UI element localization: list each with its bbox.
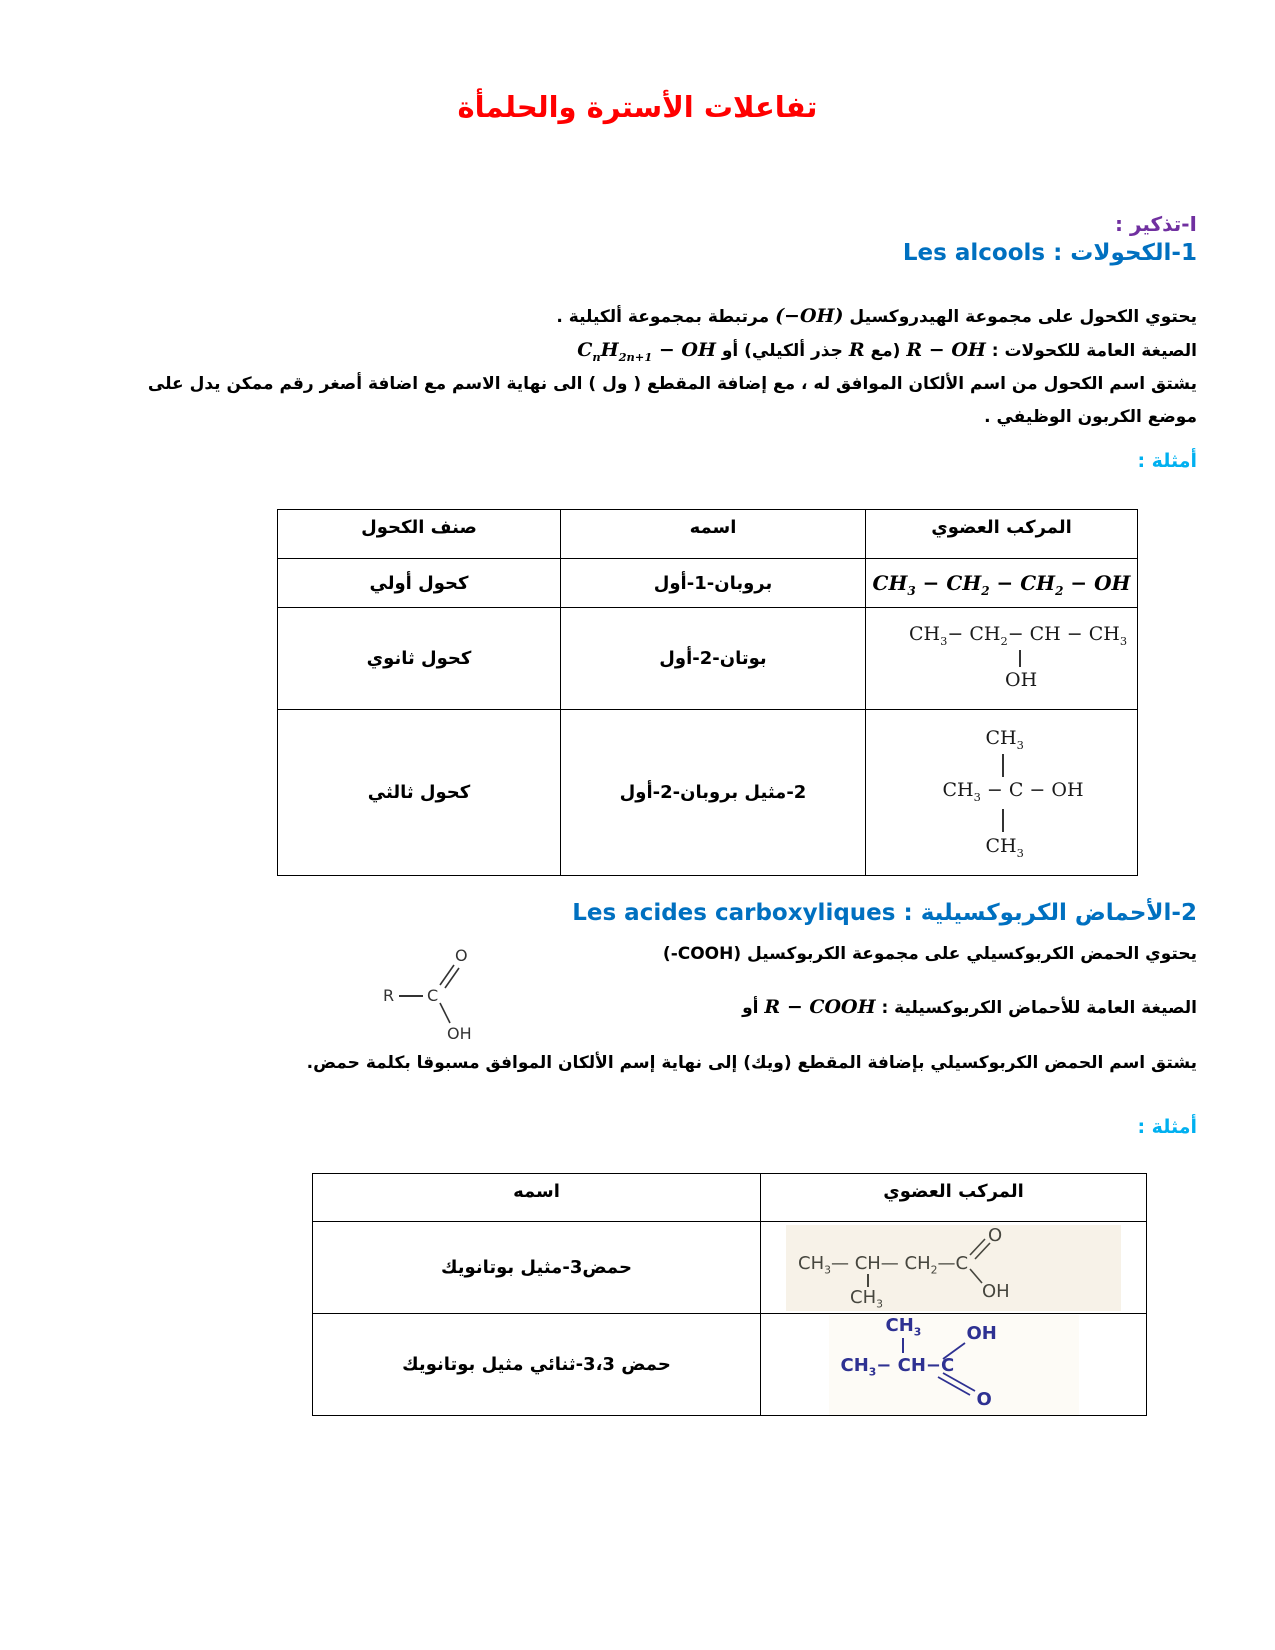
alcohols-table — [277, 509, 1138, 876]
acids-table — [312, 1173, 1147, 1416]
cell-name: بوتان-2-أول — [561, 608, 866, 710]
alkyl-general-formula: $C_nH_{2n+1}$ − OH — [577, 339, 716, 364]
text-segment: مرتبطة بمجموعة ألكيلية . — [556, 307, 770, 327]
oxygen-label: O — [455, 946, 468, 965]
cell-class: كحول ثانوي — [278, 608, 561, 710]
chain-formula: $CH_3- CH_2-$ CH − $CH_3$ — [909, 622, 1128, 648]
carbon-label: C — [427, 986, 439, 1005]
r-group-symbol: R — [848, 339, 865, 361]
butan-2-ol-structure — [909, 622, 1128, 695]
acids-heading — [572, 900, 1197, 926]
table-header-row — [278, 510, 1138, 559]
column-header-class: صنف الكحول — [278, 510, 561, 559]
alcohols-naming-rule: يشتق اسم الكحول من اسم الألكان الموافق له ، مع إضافة المقطع ( ول ) الى نهاية الاسم مع اضافة أصغر رقم ممكن يدل على موضع الكربون الوظيفي . — [147, 374, 1197, 427]
carboxyl-group-formula: (-COOH) — [662, 944, 742, 964]
propan-1-ol-formula: $CH_3 - CH_2 - CH_2$ − OH — [872, 571, 1131, 598]
chain-formula: $CH_3- CH-C$ — [840, 1354, 955, 1379]
table-header-row — [313, 1174, 1147, 1222]
methyl-label: $CH_3$ — [985, 726, 1024, 752]
examples-label-acids: أمثلة : — [1137, 1116, 1197, 1138]
cell-name: بروبان-1-أول — [561, 559, 866, 608]
alcohols-heading — [903, 240, 1197, 266]
acids-heading-arabic: 2-الأحماض الكربوكسيلية : — [903, 900, 1197, 926]
acids-carboxyl-line — [663, 944, 1197, 964]
hydroxyl-formula: (−OH) — [775, 305, 844, 327]
acid-general-formula: R − COOH — [764, 996, 876, 1018]
bond-line — [1019, 650, 1021, 667]
carboxylic-acid-general-structure — [383, 946, 513, 1046]
cell-name: حمض 3،3-ثنائي مثيل بوتانويك — [313, 1314, 761, 1416]
text-segment: جذر ألكيلي) أو — [721, 341, 843, 361]
alcohols-general-formula-line — [100, 334, 1197, 368]
acids-naming-rule: يشتق اسم الحمض الكربوكسيلي بإضافة المقطع (ويك) إلى نهاية إسم الألكان الموافق مسبوقا بكلمة حمض. — [306, 1053, 1197, 1073]
table-row — [278, 559, 1138, 608]
alcohols-intro-paragraph — [100, 300, 1197, 434]
alcohols-heading-french: Les alcools — [902, 240, 1046, 266]
bond-line — [902, 1338, 904, 1353]
r-group-label: R — [383, 986, 395, 1005]
hydroxyl-label: OH — [447, 1024, 472, 1043]
dimethylbutanoic-acid-structure — [829, 1315, 1079, 1415]
3-methylbutanoic-acid-structure — [786, 1225, 1121, 1311]
text-segment: أو — [742, 998, 759, 1018]
hydroxyl-label: OH — [1005, 668, 1038, 691]
column-header-compound: المركب العضوي — [761, 1174, 1147, 1222]
text-segment: يحتوي الكحول على مجموعة الهيدروكسيل — [849, 307, 1197, 327]
column-header-name: اسمه — [313, 1174, 761, 1222]
acids-general-formula-line — [742, 996, 1197, 1018]
examples-label-alcohols: أمثلة : — [1137, 450, 1197, 472]
cell-compound — [866, 710, 1138, 876]
cell-compound — [866, 559, 1138, 608]
cell-compound — [866, 608, 1138, 710]
table-row — [278, 608, 1138, 710]
text-segment: يحتوي الحمض الكربوكسيلي على مجموعة الكربوكسيل — [747, 944, 1197, 964]
bond-line — [399, 995, 423, 997]
text-segment: الصيغة العامة للأحماض الكربوكسيلية : — [881, 998, 1197, 1018]
cell-class: كحول ثالثي — [278, 710, 561, 876]
alcohol-general-formula: R − OH — [906, 339, 986, 361]
cell-name: 2-مثيل بروبان-2-أول — [561, 710, 866, 876]
chain-formula: $CH_3 - C$ − OH — [942, 778, 1084, 804]
hydroxyl-label: OH — [982, 1280, 1010, 1302]
column-header-name: اسمه — [561, 510, 866, 559]
cell-name: حمض3-مثيل بوتانويك — [313, 1222, 761, 1314]
2-methylpropan-2-ol-structure — [942, 726, 1084, 860]
methyl-label: $CH_3$ — [985, 834, 1024, 860]
table-row — [313, 1314, 1147, 1416]
cell-compound — [761, 1314, 1147, 1416]
bond-line — [1002, 754, 1004, 777]
table-row — [278, 710, 1138, 876]
bond-line — [1002, 809, 1004, 832]
hydroxyl-label: OH — [966, 1322, 997, 1344]
table-row — [313, 1222, 1147, 1314]
bond-line — [867, 1274, 869, 1287]
column-header-compound: المركب العضوي — [866, 510, 1138, 559]
cell-compound — [761, 1222, 1147, 1314]
alcohols-hydroxyl-line — [100, 300, 1197, 334]
acids-heading-french: Les acides carboxyliques — [572, 900, 896, 926]
methyl-label: $CH_3$ — [885, 1314, 922, 1339]
chain-formula: $CH_3—$ CH— $CH_2—C$ — [798, 1252, 969, 1277]
oxygen-label: O — [988, 1224, 1003, 1246]
oxygen-label: O — [976, 1388, 992, 1410]
alcohols-heading-arabic: 1-الكحولات : — [1053, 240, 1197, 266]
text-segment: (مع — [870, 341, 901, 361]
recall-heading: I-تذكير : — [1114, 212, 1197, 236]
text-segment: الصيغة العامة للكحولات : — [991, 341, 1197, 361]
methyl-branch-label: $CH_3$ — [850, 1286, 883, 1311]
page-title: تفاعلات الأسترة والحلمأة — [457, 90, 818, 124]
cell-class: كحول أولي — [278, 559, 561, 608]
